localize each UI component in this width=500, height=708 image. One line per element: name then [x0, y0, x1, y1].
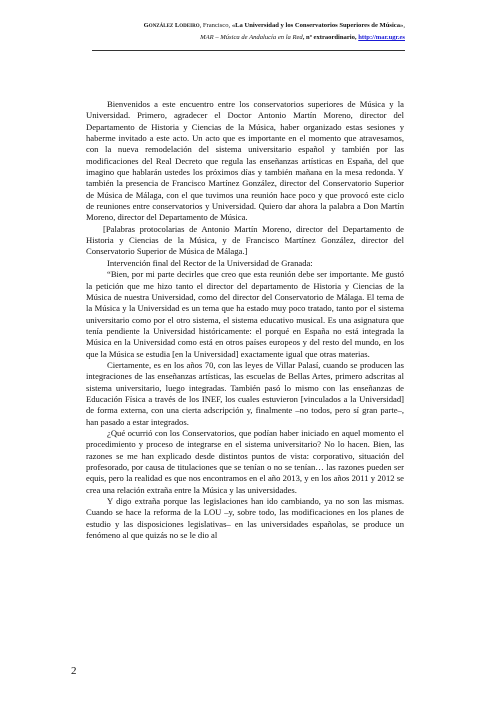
paragraph-speech-3: ¿Qué ocurrió con los Conservatorios, que podían haber iniciado en aquel momento el procedimiento y proceso de integrarse en el sistema universitario? No lo hacen. Bien, las razones se me han explicado desde distintos puntos de vista: corporativo, situación del profesorado, por causa de titulaciones que se tenían o no se tenían… las razones pueden ser equis, pero la realidad es que nos encontramos en el año 2013, y en los años 2011 y 2012 se crea una relación extraña entre la Música y las universidades. — [86, 427, 404, 495]
running-header — [92, 20, 405, 44]
paragraph-speech-1: “Bien, por mi parte decirles que creo que esta reunión debe ser importante. Me gustó la petición que me hizo tanto el director del departamento de Historia y Ciencias de la Música de nuestra Universidad, como del director del Conservatorio de Málaga. El tema de la Música y la Universidad es un tema que ha estado muy poco tratado, tanto por el sistema universitario como por el otro sistema, el sistema educativo musical. Es una asignatura que tenía pendiente la Universidad históricamente: el porqué en España no está integrada la Música en la Universidad como está en otros países europeos y del resto del mundo, en los que la Música se estudia [en la Universidad] exactamente igual que otras materias. — [86, 269, 404, 359]
body-text — [86, 99, 404, 541]
header-journal-line — [92, 32, 405, 44]
paragraph-speech-2: Ciertamente, es en los años 70, con las leyes de Villar Palasí, cuando se producen las integraciones de las enseñanzas artísticas, las escuelas de Bellas Artes, primero adscritas al sistema universitario, luego integradas. También pasó lo mismo con las enseñanzas de Educación Física a través de los INEF, los cuales estuvieron [vinculados a la Universidad] de forma externa, con una cierta adscripción y, finalmente –no todos, pero sí gran parte–, han pasado a estar integrados. — [86, 359, 404, 427]
header-citation-line — [92, 20, 405, 32]
header-comma: , — [403, 22, 405, 29]
header-author-rest: , Francisco, — [199, 22, 232, 29]
paragraph-rector-intro: Intervención final del Rector de la Universidad de Granada: — [107, 257, 313, 268]
header-issue: , nº extraordinario, — [302, 34, 359, 41]
paragraph-speech-4: Y digo extraña porque las legislaciones han ido cambiando, ya no son las mismas. Cuando se hace la reforma de la LOU –y, sobre todo, las modificaciones en los planes de estudio y las disposiciones legislativas– en las universidades españolas, se produce un fenómeno al que quizás no se le dio al — [86, 496, 404, 541]
header-author: González Lodeiro — [143, 22, 200, 29]
header-divider — [92, 50, 405, 51]
header-journal: MAR – Música de Andalucía en la Red — [200, 34, 303, 41]
paragraph-welcome: Bienvenidos a este encuentro entre los conservatorios superiores de Música y la Universidad. Primero, agradecer el Doctor Antonio Martín Moreno, director del Departamento de Historia y Ciencias de la Música, haber organizado estas sesiones y haberme invitado a este acto. Un acto que es importante en el momento que atravesamos, con la nueva remodelación del sistema universitario español y también por las modificaciones del Real Decreto que regula las enseñanzas artísticas en España, del que imagino que hablarán ustedes los próximos días y también mañana en la mesa redonda. Y también la presencia de Francisco Martínez González, director del Conservatorio Superior de Música de Málaga, con el que tuvimos una reunión hace poco y que provocó este ciclo de reuniones entre conservatorios y Universidad. Quiero dar ahora la palabra a Don Martín Moreno, director del Departamento de Música. — [86, 99, 404, 223]
header-article-title: «La Universidad y los Conservatorios Superiores de Música» — [231, 22, 404, 29]
page-number: 2 — [71, 665, 77, 677]
paragraph-bracket-note: [Palabras protocolarias de Antonio Martín Moreno, director del Departamento de Historia y Ciencias de la Música, y de Francisco Martínez González, director del Conservatorio Superior de Música de Málaga.] — [86, 223, 404, 257]
header-url-link[interactable]: http://mar.ugr.es — [358, 34, 405, 41]
